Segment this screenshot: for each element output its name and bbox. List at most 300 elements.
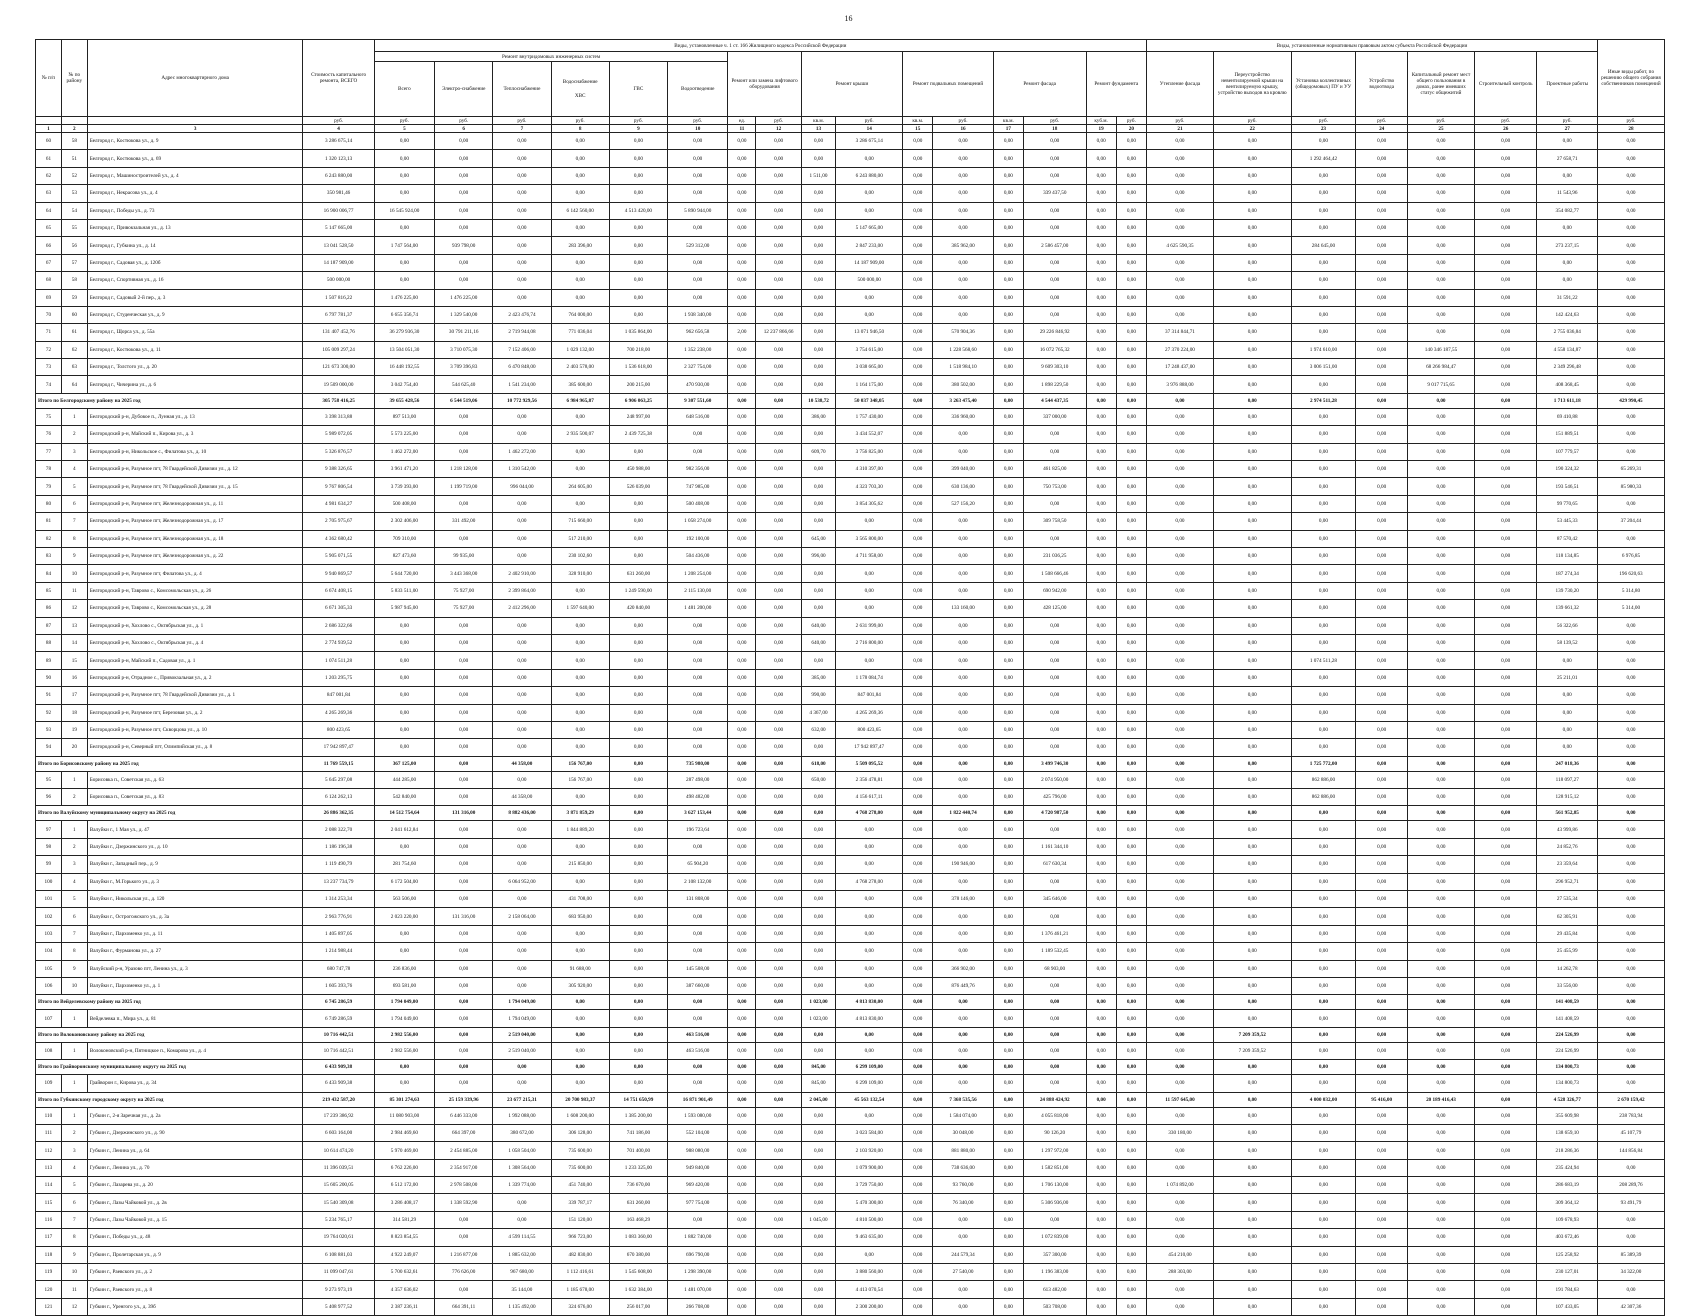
row-value: 847 001,84 <box>303 687 374 704</box>
row-number: 108 <box>36 1042 62 1059</box>
row-value: 0,00 <box>1147 219 1214 236</box>
row-value: 0,00 <box>1147 891 1214 908</box>
row-value: 0,00 <box>1086 254 1116 271</box>
row-value: 0,00 <box>1474 652 1537 669</box>
row-value: 0,00 <box>728 687 756 704</box>
row-value: 0,00 <box>1474 289 1537 306</box>
row-value: 0,00 <box>668 272 728 289</box>
row-value: 0,00 <box>1291 739 1356 756</box>
row-value: 0,00 <box>993 771 1023 788</box>
row-value: 0,00 <box>903 838 933 855</box>
row-value: 0,00 <box>1116 1042 1146 1059</box>
row-value: 0,00 <box>1116 1211 1146 1228</box>
row-number: 120 <box>36 1281 62 1298</box>
row-value: 121 673 300,00 <box>303 359 374 376</box>
row-value: 0,00 <box>993 202 1023 219</box>
row-value: 0,00 <box>1408 856 1475 873</box>
row-value: 0,00 <box>1116 856 1146 873</box>
row-value: 0,00 <box>1356 1159 1408 1176</box>
row-number: 117 <box>36 1229 62 1246</box>
row-value: 0,00 <box>1474 908 1537 925</box>
unit-cell: кв.м. <box>801 117 836 125</box>
row-value: 0,00 <box>1086 1246 1116 1263</box>
row-value: 0,00 <box>1086 821 1116 838</box>
row-value: 0,00 <box>1408 838 1475 855</box>
row-value: 0,00 <box>1537 652 1597 669</box>
row-district-number: 7 <box>61 1211 87 1228</box>
row-number: 83 <box>36 547 62 564</box>
total-cell: 0,00 <box>1356 393 1408 408</box>
row-value: 0,00 <box>756 495 801 512</box>
total-cell: 0,00 <box>756 393 801 408</box>
row-value: 0,00 <box>756 977 801 994</box>
row-value: 0,00 <box>1213 461 1291 478</box>
row-value: 0,00 <box>1291 306 1356 323</box>
row-value: 87 570,42 <box>1537 530 1597 547</box>
row-value: 0,00 <box>801 891 836 908</box>
row-value: 0,00 <box>1086 1107 1116 1124</box>
row-value: 2 088 322,70 <box>303 821 374 838</box>
total-cell: 9 307 551,60 <box>668 393 728 408</box>
row-district-number: 16 <box>61 669 87 686</box>
row-value: 0,00 <box>728 408 756 425</box>
row-value: 0,00 <box>756 617 801 634</box>
row-value: 0,00 <box>668 1211 728 1228</box>
row-value: 0,00 <box>1213 237 1291 254</box>
row-number: 62 <box>36 167 62 184</box>
row-value: 0,00 <box>1597 977 1664 994</box>
row-address: Белгородский р-н, Разумное пгт, Железнодорожная ул., д. 11 <box>87 495 303 512</box>
row-value: 0,00 <box>1291 704 1356 721</box>
table-row <box>36 461 1665 478</box>
row-number: 66 <box>36 237 62 254</box>
row-value: 0,00 <box>728 359 756 376</box>
row-value: 3 709 396,83 <box>435 359 493 376</box>
row-value: 0,00 <box>903 254 933 271</box>
row-value: 37 314 844,71 <box>1147 324 1214 341</box>
row-value: 0,00 <box>1023 1075 1086 1092</box>
row-value: 0,00 <box>1474 1194 1537 1211</box>
row-value: 0,00 <box>1597 856 1664 873</box>
row-value: 0,00 <box>609 1010 667 1027</box>
table-row <box>36 565 1665 582</box>
row-value: 0,00 <box>1408 925 1475 942</box>
row-value: 0,00 <box>801 1142 836 1159</box>
row-value: 45 107,79 <box>1597 1124 1664 1141</box>
row-value: 0,00 <box>1474 1211 1537 1228</box>
row-district-number: 54 <box>61 202 87 219</box>
row-value: 1 164 175,00 <box>836 376 903 393</box>
row-value: 0,00 <box>801 1298 836 1315</box>
row-value: 0,00 <box>801 359 836 376</box>
row-value: 0,00 <box>1356 324 1408 341</box>
row-value: 1 314 253,34 <box>303 891 374 908</box>
row-value: 109 678,93 <box>1537 1211 1597 1228</box>
row-value: 420 840,00 <box>609 600 667 617</box>
unit-cell: руб. <box>374 117 434 125</box>
row-value: 0,00 <box>728 495 756 512</box>
table-row <box>36 873 1665 890</box>
total-cell: 45 563 132,54 <box>836 1092 903 1107</box>
total-cell: 2 974 511,28 <box>1291 393 1356 408</box>
row-value: 0,00 <box>756 1142 801 1159</box>
row-value: 1 597 640,00 <box>551 600 609 617</box>
row-value: 0,00 <box>1213 1194 1291 1211</box>
row-value: 0,00 <box>1597 1075 1664 1092</box>
row-value: 0,00 <box>1116 721 1146 738</box>
row-value: 34 322,00 <box>1597 1264 1664 1281</box>
row-value: 0,00 <box>435 687 493 704</box>
row-value: 0,00 <box>1147 771 1214 788</box>
total-cell: 6 984 965,87 <box>551 393 609 408</box>
row-value: 0,00 <box>933 133 993 150</box>
total-cell: 0,00 <box>993 756 1023 771</box>
row-value: 0,00 <box>1291 324 1356 341</box>
total-cell: 0,00 <box>1213 806 1291 821</box>
row-value: 0,00 <box>728 1142 756 1159</box>
row-address: Белгород г., Машиностроителей ул., д. 4 <box>87 167 303 184</box>
row-value: 0,00 <box>903 495 933 512</box>
row-value: 0,00 <box>1147 652 1214 669</box>
row-value: 16 072 765,32 <box>1023 341 1086 358</box>
row-value: 630 136,00 <box>933 478 993 495</box>
row-value: 0,00 <box>609 789 667 806</box>
row-value: 107 779,57 <box>1537 443 1597 460</box>
row-value: 0,00 <box>1116 652 1146 669</box>
row-value: 0,00 <box>756 306 801 323</box>
total-cell: 0,00 <box>1356 756 1408 771</box>
row-value: 0,00 <box>1356 359 1408 376</box>
row-value: 0,00 <box>1086 133 1116 150</box>
row-value: 0,00 <box>1408 408 1475 425</box>
total-cell: 0,00 <box>609 1027 667 1042</box>
row-value: 0,00 <box>435 634 493 651</box>
row-value: 0,00 <box>933 634 993 651</box>
total-cell: 44 358,00 <box>493 756 551 771</box>
total-cell: 0,00 <box>1147 995 1214 1010</box>
row-value: 0,00 <box>993 873 1023 890</box>
row-number: 80 <box>36 495 62 512</box>
row-number: 107 <box>36 1010 62 1027</box>
row-value: 0,00 <box>1086 687 1116 704</box>
row-value: 0,00 <box>1356 219 1408 236</box>
row-value: 0,00 <box>1408 495 1475 512</box>
row-value: 0,00 <box>756 1298 801 1315</box>
row-value: 0,00 <box>1356 530 1408 547</box>
row-value: 967 680,00 <box>493 1264 551 1281</box>
row-value: 1 757 430,00 <box>836 408 903 425</box>
row-value: 0,00 <box>1356 185 1408 202</box>
row-value: 0,00 <box>801 478 836 495</box>
table-total-row <box>36 1060 1665 1075</box>
column-number: 6 <box>435 125 493 133</box>
row-value: 0,00 <box>1597 1042 1664 1059</box>
row-value: 0,00 <box>756 530 801 547</box>
row-number: 63 <box>36 185 62 202</box>
row-value: 0,00 <box>1474 547 1537 564</box>
row-value: 0,00 <box>993 960 1023 977</box>
row-value: 0,00 <box>435 669 493 686</box>
total-cell: 6 906 063,25 <box>609 393 667 408</box>
row-value: 11 543,96 <box>1537 185 1597 202</box>
row-value: 0,00 <box>1408 652 1475 669</box>
row-value: 0,00 <box>1408 1107 1475 1124</box>
row-value: 0,00 <box>1116 1142 1146 1159</box>
row-value: 0,00 <box>903 1107 933 1124</box>
row-district-number: 11 <box>61 582 87 599</box>
row-value: 0,00 <box>903 1264 933 1281</box>
row-value: 0,00 <box>1291 687 1356 704</box>
total-cell: 0,00 <box>993 995 1023 1010</box>
row-value: 0,00 <box>668 943 728 960</box>
total-cell: 0,00 <box>1597 995 1664 1010</box>
row-value: 5 314,00 <box>1597 600 1664 617</box>
row-value: 0,00 <box>801 1264 836 1281</box>
row-address: Белгород г., Костюкова ул., д. 69 <box>87 150 303 167</box>
row-value: 314 581,29 <box>374 1211 434 1228</box>
row-value: 0,00 <box>836 943 903 960</box>
row-value: 0,00 <box>1474 185 1537 202</box>
row-value: 0,00 <box>1086 634 1116 651</box>
row-value: 0,00 <box>1291 547 1356 564</box>
row-value: 0,00 <box>903 908 933 925</box>
row-value: 0,00 <box>728 426 756 443</box>
row-value: 0,00 <box>609 908 667 925</box>
row-number: 104 <box>36 943 62 960</box>
row-value: 0,00 <box>493 254 551 271</box>
row-value: 0,00 <box>1408 1264 1475 1281</box>
total-cell: 0,00 <box>1356 806 1408 821</box>
row-value: 0,00 <box>1147 443 1214 460</box>
row-address: Губкин г., Победы ул., д. 48 <box>87 1229 303 1246</box>
row-value: 0,00 <box>609 167 667 184</box>
row-value: 0,00 <box>1291 1194 1356 1211</box>
row-value: 1 476 225,00 <box>435 289 493 306</box>
row-value: 0,00 <box>1116 634 1146 651</box>
row-value: 218 286,36 <box>1537 1142 1597 1159</box>
row-value: 0,00 <box>609 960 667 977</box>
total-cell: 14 512 754,64 <box>374 806 434 821</box>
row-value: 0,00 <box>1474 1298 1537 1315</box>
row-value: 0,00 <box>551 739 609 756</box>
row-value: 25 455,99 <box>1537 943 1597 960</box>
row-value: 962 656,58 <box>668 324 728 341</box>
row-value: 0,00 <box>493 652 551 669</box>
row-value: 7 209 359,52 <box>1213 1042 1291 1059</box>
row-value: 0,00 <box>374 167 434 184</box>
row-value: 0,00 <box>1597 495 1664 512</box>
row-value: 0,00 <box>933 908 993 925</box>
row-value: 1 186 196,38 <box>303 838 374 855</box>
row-value: 847 001,84 <box>836 687 903 704</box>
row-value: 118 134,85 <box>1537 547 1597 564</box>
column-number: 12 <box>756 125 801 133</box>
row-value: 0,00 <box>1408 324 1475 341</box>
row-value: 0,00 <box>801 652 836 669</box>
row-value: 4 265 269,36 <box>836 704 903 721</box>
row-value: 236 836,00 <box>374 960 434 977</box>
row-value: 0,00 <box>1597 219 1664 236</box>
row-value: 0,00 <box>993 1075 1023 1092</box>
row-value: 0,00 <box>1213 652 1291 669</box>
row-value: 0,00 <box>1408 1124 1475 1141</box>
total-cell: 6 433 909,38 <box>303 1060 374 1075</box>
row-value: 0,00 <box>903 306 933 323</box>
row-value: 0,00 <box>933 565 993 582</box>
table-row <box>36 1042 1665 1059</box>
total-cell: 0,00 <box>1086 1092 1116 1107</box>
row-value: 0,00 <box>1116 1177 1146 1194</box>
row-value: 1 632 384,00 <box>609 1281 667 1298</box>
row-value: 1 898 229,50 <box>1023 376 1086 393</box>
row-value: 0,00 <box>1147 669 1214 686</box>
total-cell: 0,00 <box>1597 806 1664 821</box>
row-value: 0,00 <box>1408 943 1475 960</box>
row-value: 0,00 <box>903 1075 933 1092</box>
total-cell: 0,00 <box>801 806 836 821</box>
total-cell: 0,00 <box>1213 1060 1291 1075</box>
row-value: 0,00 <box>1116 513 1146 530</box>
row-number: 87 <box>36 617 62 634</box>
row-value: 0,00 <box>1474 943 1537 960</box>
row-value: 1 072 839,00 <box>1023 1229 1086 1246</box>
row-value: 5 890 944,00 <box>668 202 728 219</box>
total-cell: 0,00 <box>551 1027 609 1042</box>
row-value: 15 605 200,05 <box>303 1177 374 1194</box>
row-value: 37 204,44 <box>1597 513 1664 530</box>
total-cell: 0,00 <box>1213 1092 1291 1107</box>
row-value: 3 286 675,14 <box>836 133 903 150</box>
row-value: 640,00 <box>801 634 836 651</box>
row-value: 0,00 <box>493 237 551 254</box>
row-value: 0,00 <box>1597 254 1664 271</box>
row-value: 0,00 <box>728 530 756 547</box>
capital-repair-table-sheet <box>35 39 1665 1316</box>
row-value: 0,00 <box>435 426 493 443</box>
row-value: 0,00 <box>1213 873 1291 890</box>
row-value: 0,00 <box>903 219 933 236</box>
total-cell: 0,00 <box>1086 806 1116 821</box>
row-value: 215 850,00 <box>551 856 609 873</box>
row-number: 118 <box>36 1246 62 1263</box>
row-district-number: 1 <box>61 1042 87 1059</box>
row-value: 0,00 <box>801 960 836 977</box>
row-value: 0,00 <box>1408 513 1475 530</box>
row-value: 1 536 618,00 <box>609 359 667 376</box>
total-cell: 0,00 <box>1086 1060 1116 1075</box>
table-row <box>36 1211 1665 1228</box>
row-value: 1 112 416,61 <box>551 1264 609 1281</box>
row-value: 696 790,00 <box>668 1246 728 1263</box>
row-value: 0,00 <box>836 306 903 323</box>
total-cell: 0,00 <box>374 1060 434 1075</box>
row-value: 0,00 <box>1213 167 1291 184</box>
row-value: 0,00 <box>801 237 836 254</box>
row-value: 0,00 <box>435 495 493 512</box>
table-row <box>36 185 1665 202</box>
row-value: 0,00 <box>1086 1010 1116 1027</box>
row-value: 2 158 064,00 <box>493 908 551 925</box>
row-value: 1 308 564,00 <box>493 1159 551 1176</box>
row-value: 0,00 <box>1474 167 1537 184</box>
row-value: 0,00 <box>1356 547 1408 564</box>
row-value: 0,00 <box>1356 634 1408 651</box>
row-district-number: 2 <box>61 426 87 443</box>
row-district-number: 5 <box>61 478 87 495</box>
row-address: Белгород г., Садовая ул., д. 120б <box>87 254 303 271</box>
row-value: 0,00 <box>1147 582 1214 599</box>
row-value: 6 976,85 <box>1597 547 1664 564</box>
row-value: 0,00 <box>801 426 836 443</box>
row-value: 0,00 <box>1356 1107 1408 1124</box>
row-value: 4 558 134,87 <box>1537 341 1597 358</box>
row-value: 3 710 075,30 <box>435 341 493 358</box>
row-value: 0,00 <box>933 202 993 219</box>
header-roof: Ремонт крыши <box>801 52 902 117</box>
row-value: 0,00 <box>1408 704 1475 721</box>
row-value: 544 625,40 <box>435 376 493 393</box>
row-value: 399 040,00 <box>933 461 993 478</box>
row-value: 0,00 <box>756 202 801 219</box>
row-value: 5 147 665,00 <box>836 219 903 236</box>
table-row <box>36 306 1665 323</box>
header-foundation: Ремонт фундамента <box>1086 52 1147 117</box>
row-value: 0,00 <box>1086 426 1116 443</box>
row-value: 0,00 <box>1474 891 1537 908</box>
total-cell: 0,00 <box>435 1027 493 1042</box>
row-value: 0,00 <box>836 1246 903 1263</box>
row-value: 0,00 <box>801 324 836 341</box>
row-number: 98 <box>36 838 62 855</box>
row-value: 17 942 897,47 <box>836 739 903 756</box>
table-row <box>36 1229 1665 1246</box>
row-value: 9 940 869,57 <box>303 565 374 582</box>
row-value: 3 880 560,00 <box>836 1264 903 1281</box>
total-cell: 0,00 <box>756 1060 801 1075</box>
table-row <box>36 1281 1665 1298</box>
row-value: 3 756 825,00 <box>836 443 903 460</box>
capital-repair-table <box>35 39 1665 1316</box>
row-value: 0,00 <box>756 634 801 651</box>
row-value: 0,00 <box>903 1124 933 1141</box>
row-value: 0,00 <box>836 977 903 994</box>
row-value: 0,00 <box>903 547 933 564</box>
row-value: 357 300,00 <box>1023 1246 1086 1263</box>
row-value: 0,00 <box>1147 600 1214 617</box>
row-value: 0,00 <box>728 478 756 495</box>
row-value: 2 631 999,00 <box>836 617 903 634</box>
total-cell: 735 980,00 <box>668 756 728 771</box>
row-value: 138 659,10 <box>1537 1124 1597 1141</box>
row-value: 151 120,00 <box>551 1211 609 1228</box>
row-value: 0,00 <box>1086 856 1116 873</box>
row-value: 0,00 <box>1147 1229 1214 1246</box>
row-value: 0,00 <box>728 1107 756 1124</box>
row-value: 0,00 <box>551 167 609 184</box>
row-value: 988 080,00 <box>668 1142 728 1159</box>
row-value: 305 920,00 <box>551 977 609 994</box>
column-number: 10 <box>668 125 728 133</box>
header-design: Проектные работы <box>1537 52 1597 117</box>
row-address: Белгородский р-н, Таврово с., Комсомольская ул., д. 26 <box>87 582 303 599</box>
row-value: 0,00 <box>1356 925 1408 942</box>
row-value: 0,00 <box>903 652 933 669</box>
row-value: 0,00 <box>903 821 933 838</box>
row-value: 0,00 <box>903 1010 933 1027</box>
row-value: 385 962,00 <box>933 237 993 254</box>
row-value: 0,00 <box>1213 185 1291 202</box>
total-cell: 2 982 556,00 <box>374 1027 434 1042</box>
